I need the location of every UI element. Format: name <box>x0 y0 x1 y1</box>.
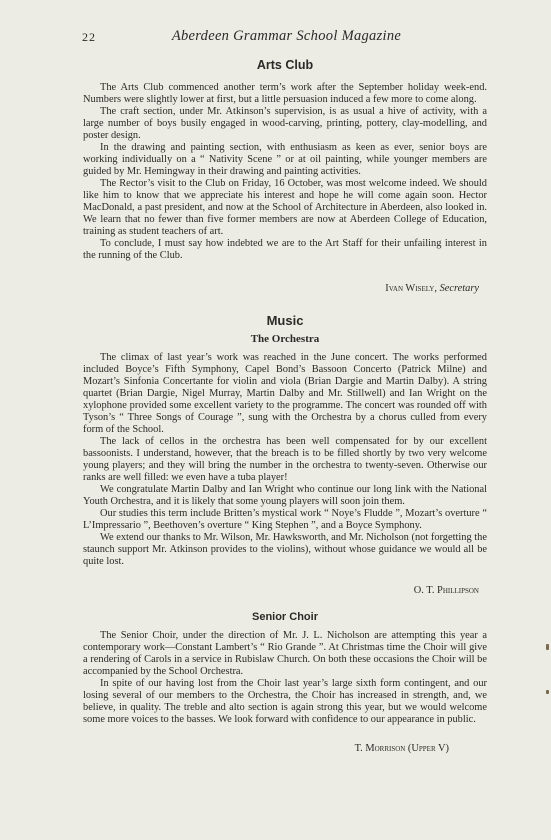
arts-club-paragraph: The craft section, under Mr. Atkinson’s supervision, is as usual a hive of activity, with a large number of boys busily engaged in wood-carving, printing, pottery, clay-modelling, and poster design. <box>83 106 487 141</box>
arts-club-signature <box>385 283 479 294</box>
arts-club-heading: Arts Club <box>256 58 314 72</box>
senior-choir-heading: Senior Choir <box>251 611 318 623</box>
orchestra-paragraph: Our studies this term include Britten’s mystical work “ Noye’s Fludde ”, Mozart’s overture “ L’Impressario ”, Beethoven’s overture “ King Stephen ”, and a Boyce Symphony. <box>83 508 487 531</box>
page-number: 22 <box>82 30 96 44</box>
senior-choir-paragraph: In spite of our having lost from the Choir last year’s large sixth form contingent, and our losing several of our members to the Orchestra, the Choir has increased in strength, and, we believe, in quality. The treble and alto section is again strong this year, but we would welcome some more voices to the basses. We look forward with confidence to our appearance in public. <box>83 678 487 725</box>
signature-name: Ivan Wisely, <box>385 283 437 294</box>
orchestra-signature: O. T. Phillipson <box>413 585 479 596</box>
scan-mark <box>546 644 549 650</box>
senior-choir-paragraph: The Senior Choir, under the direction of Mr. J. L. Nicholson are attempting this year a contemporary work—Constant Lambert’s “ Rio Grande ”. At Christmas time the Choir will give a rendering of Carols in a service in Rubislaw Church. On both these occasions the Choir will be accompanied by the School Orchestra. <box>83 630 487 677</box>
signature-role: Secretary <box>439 283 479 294</box>
signature-text: T. Morrison (Upper V) <box>354 743 449 754</box>
scan-mark <box>546 690 549 694</box>
orchestra-paragraph: We extend our thanks to Mr. Wilson, Mr. Hawksworth, and Mr. Nicholson (not forgetting the staunch support Mr. Atkinson provides to the violins), without whose guidance we would all be quite lost. <box>83 532 487 567</box>
arts-club-paragraph: The Rector’s visit to the Club on Friday, 16 October, was most welcome indeed. We should like him to know that we appreciate his interest and hope he will come again soon. Hector MacDonald, a past president, and now at the School of Architecture in Aberdeen, also looked in. We learn that no fewer than five former members are now at Aberdeen College of Education, training as student teachers of art. <box>83 178 487 237</box>
running-title: Aberdeen Grammar School Magazine <box>171 28 402 44</box>
arts-club-body <box>83 82 487 262</box>
orchestra-paragraph: We congratulate Martin Dalby and Ian Wright who continue our long link with the National Youth Orchestra, and it is likely that some young players will soon join them. <box>83 484 487 507</box>
orchestra-body <box>83 352 487 568</box>
senior-choir-body <box>83 630 487 726</box>
orchestra-heading: The Orchestra <box>250 333 320 345</box>
arts-club-paragraph: The Arts Club commenced another term’s work after the September holiday week-end. Numbers were slightly lower at first, but a little persuasion induced a few more to come along. <box>83 82 487 105</box>
arts-club-paragraph: To conclude, I must say how indebted we are to the Art Staff for their unfailing interest in the running of the Club. <box>83 238 487 261</box>
arts-club-paragraph: In the drawing and painting section, with enthusiasm as keen as ever, senior boys are working individually on a “ Nativity Scene ” or at oil painting, while younger members are guided by Mr. Hemingway in their drawing and painting activities. <box>83 142 487 177</box>
page-header <box>82 30 491 48</box>
orchestra-paragraph: The climax of last year’s work was reached in the June concert. The works performed included Boyce’s Fifth Symphony, Capel Bond’s Bassoon Concerto (Patrick Milne) and Mozart’s Sinfonia Concertante for violin and viola (Brian Dargie and Martin Dalby). A string quartet (Brian Dargie, Nigel Murray, Martin Dalby and Mr. Stillwell) and Ian Wright on the xylophone provided some excellent variety to the programme. The concert was rounded off with Tyson’s “ Three Songs of Courage ”, sung with the Orchestra by a chorus culled from every form of the School. <box>83 352 487 435</box>
music-heading: Music <box>266 313 304 328</box>
orchestra-paragraph: The lack of cellos in the orchestra has been well compensated for by our excellent bassoonists. I understand, however, that the breach is to be filled shortly by two very welcome young players; and they will bring the number in the orchestra to twenty-seven. Otherwise our ranks are well filled: we even have a tuba player! <box>83 436 487 483</box>
senior-choir-signature <box>355 743 449 754</box>
